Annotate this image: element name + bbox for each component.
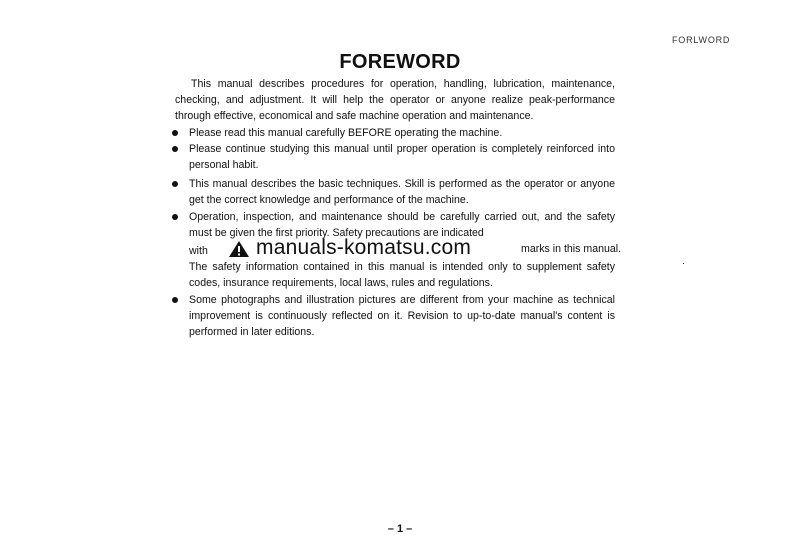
bullet-icon xyxy=(172,297,178,303)
bullet-text: marks in this manual. xyxy=(521,243,622,256)
scan-speck xyxy=(683,263,684,264)
intro-paragraph: This manual describes procedures for operation, handling, lubrication, maintenance, checking, and adjustment. It will help the operator or anyone realize peak-performance through effective, economical and safe machine operation and maintenance. xyxy=(175,78,615,123)
bullet-list xyxy=(175,125,622,341)
safety-mark-line xyxy=(189,236,622,260)
with-label: with xyxy=(189,245,208,258)
bullet-text: The safety information contained in this manual is intended only to supplement safety codes, insurance requirements, local laws, rules and regulations. xyxy=(189,261,615,290)
running-header: FORLWORD xyxy=(672,35,731,45)
watermark: manuals-komatsu.com xyxy=(256,236,472,260)
bullet-icon xyxy=(172,181,178,187)
bullet-icon xyxy=(172,146,178,152)
bullet-icon xyxy=(172,214,178,220)
list-item xyxy=(175,125,615,141)
warning-triangle-icon xyxy=(229,241,249,257)
list-item xyxy=(175,176,615,208)
bullet-icon xyxy=(172,130,178,136)
bullet-text: Please read this manual carefully BEFORE operating the machine. xyxy=(189,126,503,139)
list-item xyxy=(175,292,615,341)
list-item xyxy=(175,141,615,173)
foreword-body xyxy=(175,76,622,340)
bullet-text: Some photographs and illustration pictures are different from your machine as technical improvement is continuously reflected on it. Revision to up-to-date manual's content is performed in later editions. xyxy=(189,293,615,339)
bullet-text: This manual describes the basic techniques. Skill is performed as the operator or anyone get the correct knowledge and performance of the machine. xyxy=(189,178,615,207)
bullet-text: Operation, inspection, and maintenance should be carefully carried out, and the safety must be given the first priority. Safety precautions are indicated xyxy=(189,210,615,239)
page-title: FOREWORD xyxy=(339,51,461,73)
list-item-safety xyxy=(175,209,622,292)
bullet-text: Please continue studying this manual until proper operation is completely reinforced into personal habit. xyxy=(189,142,615,172)
page-number: – 1 – xyxy=(387,523,413,535)
